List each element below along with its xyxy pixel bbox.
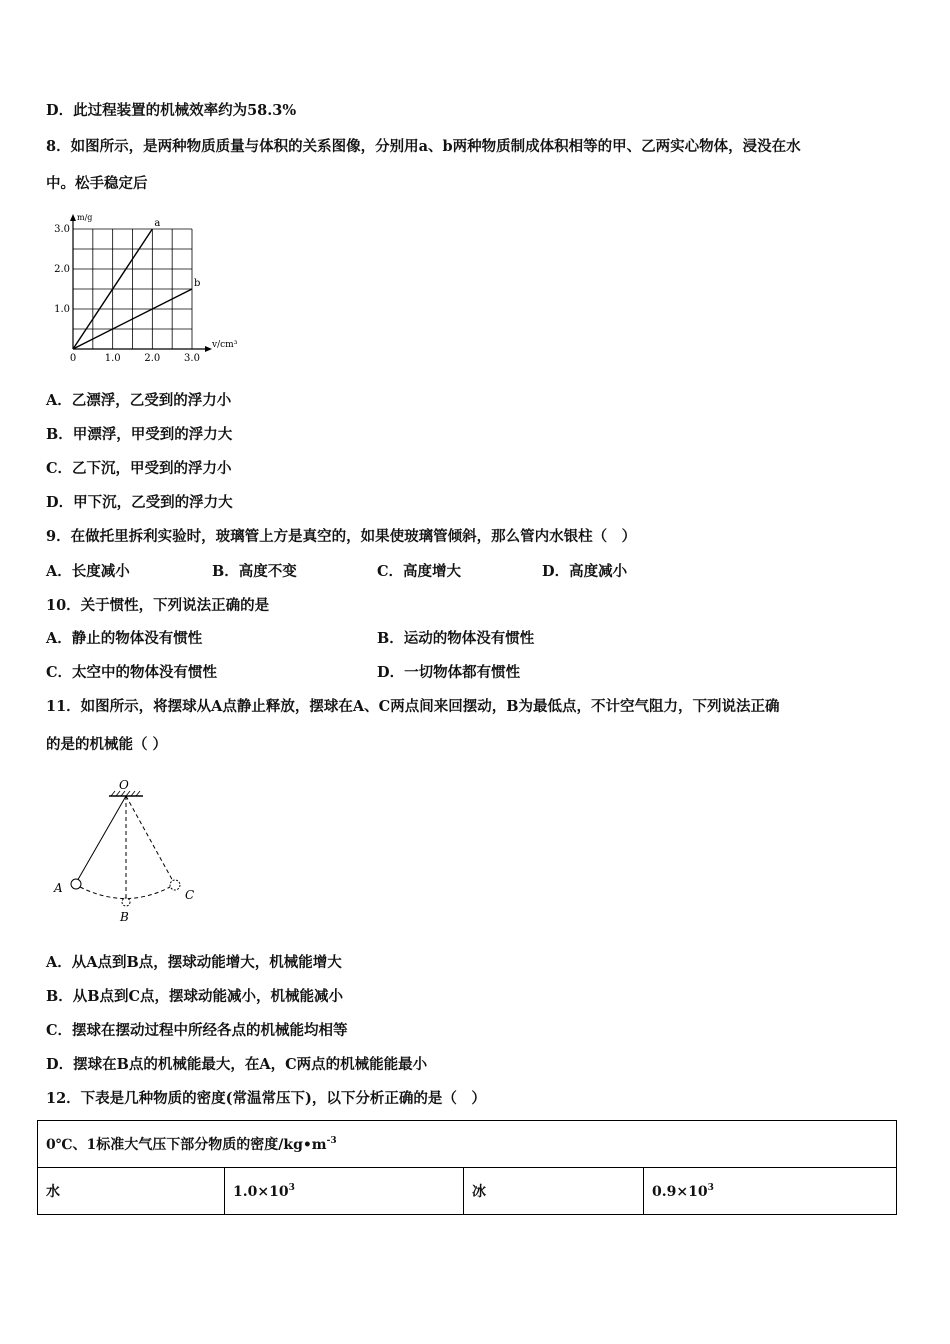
- table-header-cell: [38, 1121, 897, 1168]
- q8-option-a: A．乙漂浮，乙受到的浮力小: [46, 392, 232, 409]
- chart-labels: [54, 213, 238, 364]
- q9-stem: 9．在做托里拆利实验时，玻璃管上方是真空的，如果使玻璃管倾斜，那么管内水银柱（ ）: [46, 528, 637, 545]
- q11-option-a: A．从A点到B点，摆球动能增大，机械能增大: [46, 954, 342, 971]
- x-tick-label: 3.0: [184, 353, 200, 364]
- ball-at-b: [122, 898, 130, 906]
- point-a-label: A: [54, 881, 63, 895]
- y-axis-label: m/g: [77, 213, 93, 222]
- q9-option-c: C．高度增大: [377, 563, 462, 580]
- y-tick-label: 3.0: [54, 224, 70, 235]
- q8-stem-line2: 中。松手稳定后: [46, 175, 148, 192]
- q8-option-c: C．乙下沉，甲受到的浮力小: [46, 460, 232, 477]
- point-o-label: O: [119, 778, 129, 792]
- table-header-row: [38, 1121, 897, 1168]
- density-table: [37, 1120, 897, 1215]
- x-axis-arrow: [205, 346, 212, 352]
- substance-ice-text: 冰: [472, 1184, 486, 1200]
- q8-stem-line1: 8．如图所示，是两种物质质量与体积的关系图像，分别用a、b两种物质制成体积相等的甲、乙两实心物体，浸没在水: [46, 138, 801, 155]
- substance-water: [38, 1168, 225, 1215]
- q11-option-b: B．从B点到C点，摆球动能减小，机械能减小: [46, 988, 344, 1005]
- q11-option-c: C．摆球在摆动过程中所经各点的机械能均相等: [46, 1022, 348, 1039]
- q10-stem: 10．关于惯性，下列说法正确的是: [46, 597, 270, 614]
- density-ice: [644, 1168, 897, 1215]
- q10-option-b: B．运动的物体没有惯性: [377, 630, 535, 647]
- q8-option-b: B．甲漂浮，甲受到的浮力大: [46, 426, 233, 443]
- substance-water-text: 水: [46, 1184, 60, 1200]
- density-water-value: 1.0×10: [233, 1183, 289, 1200]
- density-water-exponent: 3: [288, 1182, 295, 1193]
- mass-volume-chart: [40, 208, 245, 368]
- table-row: [38, 1168, 897, 1215]
- x-tick-label: 2.0: [144, 353, 161, 364]
- ball-at-a: [71, 879, 81, 889]
- chart-axes: [70, 214, 212, 352]
- pendulum-figure: [46, 770, 206, 930]
- table-header-exponent: -3: [326, 1136, 337, 1146]
- q11-stem-line1: 11．如图所示，将摆球从A点静止释放，摆球在A、C两点间来回摆动，B为最低点，不计空气阻力，下列说法正确: [46, 698, 780, 715]
- y-tick-label: 2.0: [54, 264, 70, 275]
- series-label-a: a: [154, 218, 161, 229]
- q11-option-d: D．摆球在B点的机械能最大，在A，C两点的机械能能最小: [46, 1056, 428, 1073]
- string-to-a: [76, 796, 126, 883]
- x-axis-label: v/cm³: [212, 340, 238, 350]
- x-tick-label: 0: [69, 353, 77, 364]
- q9-option-b: B．高度不变: [212, 563, 297, 580]
- q8-option-d: D．甲下沉，乙受到的浮力大: [46, 494, 233, 511]
- q9-option-a: A．长度减小: [46, 563, 130, 580]
- density-ice-value: 0.9×10: [652, 1183, 708, 1200]
- q9-option-d: D．高度减小: [542, 563, 628, 580]
- substance-ice: [464, 1168, 644, 1215]
- density-water: [225, 1168, 464, 1215]
- y-axis-arrow: [70, 214, 76, 221]
- swing-arc: [80, 887, 170, 899]
- q7-option-d: D．此过程装置的机械效率约为58.3%: [46, 102, 297, 119]
- point-c-label: C: [185, 888, 195, 902]
- series-label-b: b: [194, 278, 201, 289]
- x-tick-label: 1.0: [104, 353, 121, 364]
- string-to-c: [126, 796, 174, 883]
- density-ice-exponent: 3: [707, 1182, 714, 1193]
- y-tick-label: 1.0: [54, 304, 70, 315]
- q10-option-c: C．太空中的物体没有惯性: [46, 664, 218, 681]
- q11-stem-line2: 的是的机械能（ ）: [46, 736, 168, 753]
- ball-at-c: [170, 880, 180, 890]
- q10-option-a: A．静止的物体没有惯性: [46, 630, 203, 647]
- table-header-text: 0℃、1标准大气压下部分物质的密度/kg•m: [46, 1137, 327, 1153]
- point-b-label: B: [120, 910, 129, 924]
- q12-stem: 12．下表是几种物质的密度(常温常压下)，以下分析正确的是（ ）: [46, 1090, 486, 1107]
- chart-grid: [73, 229, 192, 349]
- q10-option-d: D．一切物体都有惯性: [377, 664, 521, 681]
